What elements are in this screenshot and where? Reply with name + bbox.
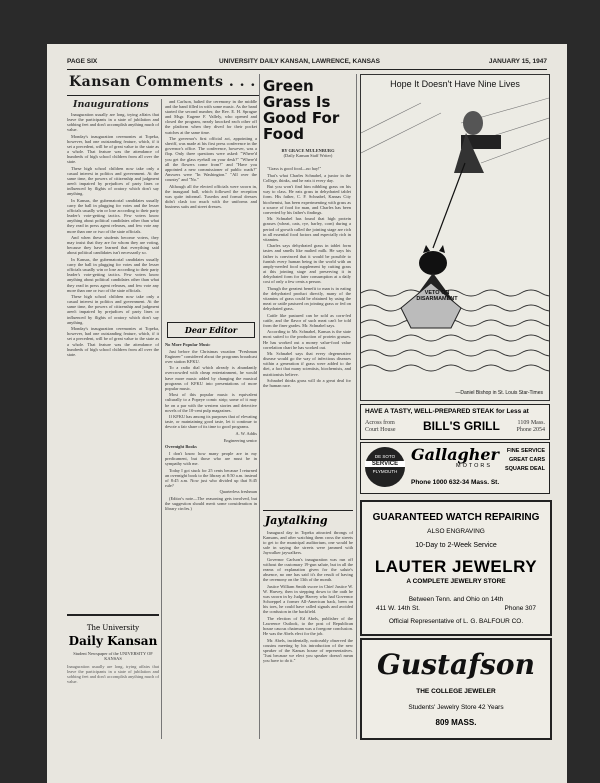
paragraph: Cattle like pastured can be sold as corn-fed cattle, and the flavor of such meat can't be told from the finer grades. Mr. Schnabel says. — [263, 312, 351, 328]
paragraph: Charles says dehydrated grass in tablet form tastes and smells like malted milk. He says his father is convinced that it would be possible to furnish every human being in the world with an amply-needed food supplement by cutting grass at this jointing stage and preserving it in dehydrated form for later consumption at a daily cost of only a few cents a person. — [263, 243, 351, 284]
newspaper-page — [47, 44, 567, 783]
column-divider — [161, 99, 162, 739]
cartoon-drawing — [361, 93, 549, 393]
paragraph: In Kansas, the gubernatorial candidates usually carry the ball in plugging for votes and the lesser officials usually win or lose according to their party leader's vote-getting tactics. Few voters know anything about political candidates other than what they read in press agent releases, and few vote any more than one or two of the state officials. — [67, 198, 159, 234]
masthead-sub: Student Newspaper of the UNIVERSITY OF KANSAS — [73, 651, 153, 662]
ad-bills-left — [365, 420, 396, 434]
paragraph: These high school children now take only a casual interest in politics and government. At the same time, the powers of citizenship and judgment aren't impaired by prejudices of party lines or influenced by flights of oratory which don't say anything. — [67, 165, 159, 197]
paragraph: The governor's first official act, appointing a sheriff, was made at his first press conference in the governor's office. The conference, however, was a flop. Only three questions were asked: "Where'd you get the glass eyeball on your desk?" "Where'd all the flowers come from?" and "Have you appointed a new commissioner of public roads?" Answers were "In Washington." "All over the country" and "No." — [165, 136, 257, 182]
masthead-line2: Daily Kansan — [68, 634, 158, 648]
paragraph: In Kansas, the gubernatorial candidates usually carry the ball in plugging for votes and the lesser officials usually win or lose according to their party leader's vote-getting tactics. Few voters know anything about political candidates other than what they read in press agent releases, and few vote any more than one or two of the state officials. — [67, 257, 159, 293]
ad-bills-right — [517, 420, 546, 434]
paragraph: Mr. Schnabel says that every degenerative disease would go the way of infectious diseases within a generation if grass were added to the diet, a fact that many scientists, biochemists, and nutritionists believe. — [263, 351, 351, 377]
masthead-line1: The University — [86, 624, 140, 632]
editorial-cartoon — [360, 74, 550, 401]
paragraph: The election of Ed Abels, publisher of the Lawrence Outlook, to the post of Republican house caucus chairman was a foregone conclusion. He was the Abels elect for the job. — [263, 616, 353, 637]
paragraph: These high school children now take only a casual interest in politics and government. At the same time, the powers of citizenship and judgment aren't impaired by prejudices of party lines or influenced by flights of oratory which don't say anything. — [67, 294, 159, 325]
lauter-phone: Phone 307 — [504, 605, 536, 612]
column-divider — [356, 74, 357, 739]
seal-bot: PLYMOUTH — [372, 469, 398, 474]
ad-gallagher-motors — [360, 442, 550, 494]
gallagher-right1: FINE SERVICE — [506, 448, 545, 454]
ad-gustafson — [360, 638, 552, 740]
paragraph: And when these students become voters, they may insist that they are for whom they are voting, because they have learned that everything said about political candidates isn't necessarily so. — [67, 235, 159, 256]
header-rule — [67, 69, 547, 70]
letter-subhead: No More Popular Music — [165, 342, 211, 347]
byline-sub: (Daily Kansan Staff Writer) — [283, 153, 333, 159]
seal-top: DE SOTO — [374, 454, 396, 459]
paragraph: and Carlson, halted the ceremony in the middle and the band filled in with some music. As the band started the second number, the Rev. E. H. Sprague and Msgr. Eugene F. Vallely, who opened and closed the program, nearly knocked each other off the platform when they dived for their pocket watches at the same time. — [165, 99, 257, 135]
gustafson-name: Gustafson — [377, 648, 535, 681]
desoto-seal-icon — [365, 447, 405, 487]
paragraph: If KFKU has among its purposes that of elevating taste, or maintaining good taste, let it continue to devote a fair share of its time to good programs. — [165, 414, 257, 430]
gallagher-right2: GREAT CARS — [509, 457, 545, 463]
ad-bills-grill — [360, 404, 550, 440]
letter-subhead: Overnight Books — [165, 444, 197, 450]
paragraph: Schnabel thinks grass will do a great deal for the human race. — [263, 378, 351, 389]
inaugurations-body — [67, 112, 159, 357]
green-grass-headline: Green Grass Is Good For Food — [263, 77, 340, 143]
paragraph: Mr. Abels, incidentally, noticeably observed the cousins meeting by his introduction of the new speaker of the Kansas house of representatives. "Just because we elect you speaker doesn't mean you have to do it." — [263, 637, 353, 664]
page-header — [67, 58, 547, 68]
ad-bills-right1: 1109 Mass. — [517, 420, 545, 426]
figure-head — [463, 111, 483, 135]
dear-editor-box — [167, 322, 255, 338]
paragraph: I don't know how many people are in my predicament, but those who are must be in sympathy with me. — [165, 450, 257, 466]
ad-bills-left2: Court House — [365, 427, 396, 433]
green-grass-text — [263, 166, 351, 388]
column-title-rule — [67, 95, 260, 96]
ad-bills-right2: Phone 2054 — [516, 427, 545, 433]
editor-note: (Editor's note—The reasoning gets involved, but the suggestion should merit some consideration in library circles.) — [165, 496, 257, 512]
paragraph: Although all the elected officials were sworn in, the inaugural ball, which followed the reception was quite informal. Tuxedos and formal dresses didn't clash too much with the uniforms and business suits and street dresses. — [165, 183, 257, 209]
issue-date: JANUARY 15, 1947 — [488, 58, 547, 65]
column-title: Kansan Comments . . . — [69, 74, 256, 90]
middle-article — [165, 99, 257, 210]
green-grass-body — [263, 166, 351, 506]
cartoon-credit: —Daniel Bishop in St. Louis Star-Times — [455, 390, 543, 396]
sky-hatching — [361, 98, 549, 163]
paragraph: Though the greatest benefit to man is in eating the dehydrated product directly, many of the vitamins of grass could be obtained by using the meat or cattle pastured on jointing grass or fed on dehydrated grass. — [263, 285, 351, 311]
lauter-line1: GUARANTEED WATCH REPAIRING — [372, 512, 540, 523]
paragraph: Inauguration usually are long, trying affairs that leave the participants in a state of jubilation and sobbing feet and don't accomplish anything much of value. — [67, 112, 159, 133]
gustafson-tag: Students' Jewelry Store 42 Years — [408, 704, 504, 711]
paragraph: Mr. Schnabel has found that high protein grasses (wheat, oats, rye, barley, corn) during a period of growth called the jointing stage are rich in all essential food factors and especially rich in vitamins. — [263, 216, 351, 242]
middle-body — [165, 99, 257, 209]
lauter-line2: ALSO ENGRAVING — [427, 528, 485, 535]
gallagher-motors-word: MOTORS — [456, 463, 493, 469]
page-label: PAGE SIX — [67, 58, 98, 65]
lauter-name: LAUTER JEWELRY — [374, 557, 538, 576]
paragraph: According to Mr. Schnabel, Kansas is the state most suited to the production of protein grasses. He has worked out a money value-food value correlation chart he has worked out. — [263, 329, 351, 350]
lauter-tag: A COMPLETE JEWELRY STORE — [406, 578, 506, 585]
inaugurations-article — [67, 99, 159, 358]
gallagher-right3: SQUARE DEAL — [504, 466, 545, 472]
letter-signature-sub: Engineering senior — [223, 437, 257, 443]
ad-lauter-jewelry — [360, 500, 552, 636]
paragraph: Just before the Christmas vacation "Freshman Engineer" considered about the programs broadcast over station KFKU. — [165, 348, 257, 364]
letter-signature: A. W. Addis — [235, 431, 257, 436]
paper-title: UNIVERSITY DAILY KANSAN, LAWRENCE, KANSAS — [219, 58, 380, 65]
paragraph: To a radio dial which already is abundantly overcrowded with cheap entertainment, he would have more music added by changing the musical programs of KFKU into presentations of more popular music. — [165, 365, 257, 391]
water-waves — [361, 290, 549, 371]
dear-editor-label: Dear Editor — [184, 325, 238, 335]
gustafson-addr: 809 MASS. — [435, 718, 477, 727]
paragraph: Monday's inauguration ceremonies at Topeka, however, had one outstanding feature, which, if it set a precedent, will be of great value to the state as a whole. That feature was the attendance of hundreds of high school children from all over the state. — [67, 326, 159, 357]
gustafson-sub: THE COLLEGE JEWELER — [416, 688, 496, 695]
masthead-staff: Inauguration usually are long, trying affairs that leave the participants in a state of jubilation and sobbing feet and don't accomplish anything much of value. — [67, 664, 159, 685]
column-divider — [259, 74, 260, 739]
dear-editor-letters — [165, 342, 257, 752]
jaytalking-heading: Jaytalking — [265, 514, 328, 527]
jaytalking-body — [263, 530, 353, 745]
gallagher-phone: Phone 1000 632-34 Mass. St. — [411, 479, 500, 486]
byline: BY GRACE MULENBURG — [281, 148, 335, 153]
cartoon-sign-text: VETO ON DISARMAMENT — [416, 290, 458, 302]
lauter-addr: 411 W. 14th St. — [376, 605, 420, 612]
paragraph: Most of this popular music is equivalent culturally to a Popeye comic strip; some of it may be on a par with the western stories and detective novels of the 10-cent pulp magazines. — [165, 392, 257, 413]
paragraph: "Grass is good food—no hay!" — [267, 166, 322, 171]
lauter-line3: 10-Day to 2-Week Service — [415, 542, 497, 549]
paragraph: Monday's inauguration ceremonies at Topeka, however, had one outstanding feature, which, if it set a precedent, will be of great value to the state as a whole. That feature was the attendance of hundreds of high school children from all over the state. — [67, 133, 159, 165]
lauter-official: Official Representative of L. G. BALFOUR CO. — [388, 618, 524, 625]
seal-mid: SERVICE — [365, 461, 405, 467]
cartoon-title: Hope It Doesn't Have Nine Lives — [390, 79, 520, 89]
ad-bills-left1: Across from — [365, 420, 395, 426]
lauter-between: Between Tenn. and Ohio on 14th — [408, 596, 504, 603]
jaytalking-article — [263, 510, 353, 745]
paragraph: That's what Charles Schnabel, a junior in the College, thinks, and he eats it every day. — [263, 172, 351, 183]
green-grass-byline-block — [263, 148, 353, 158]
masthead-box — [67, 614, 159, 736]
paragraph: Governor Carlson's inauguration was run off without the customary 19-gun salute, but in all the reams of explanation given for the salute's absence, no one has said it's the result of having the ceremony on the 13th of the month. — [263, 556, 353, 583]
ad-bills-name: BILL'S GRILL — [423, 419, 500, 433]
letters-body — [165, 342, 257, 511]
paragraph: Inaugural day in Topeka attracted throngs of Kansans, and after watching them cross the streets to get to the municipal auditorium, one would be safe in saying the streets were jammed with Jaywalker jaywalkers. — [263, 530, 353, 556]
paragraph: Justice William Smith swore in Chief Justice W. W. Harvey, then in stepping down to the oath he was sworn in by Judge Harvey who had Governor Schoeppel a former All-American back, been on his toes, he could have called signals and avoided the confusion in the backfield. — [263, 583, 353, 615]
inaugurations-heading: Inaugurations — [73, 99, 149, 110]
paragraph: Today I got stuck for 25 cents because I returned an overnight book to the library at 8:50 a.m. instead of 8:45 a.m. Now just who divided up that 8:45 rule? — [165, 467, 257, 488]
gallagher-name: Gallagher — [411, 445, 499, 464]
rope — [433, 163, 465, 248]
paragraph: But you won't find him nibbling grass on his way to class. He eats grass in dehydrated tablet form. His father, C. F. Schnabel, Kansas City biochemist, has been experimenting with grass as a source of food for man, and Charles has been converted by his father's findings. — [263, 184, 351, 215]
ad-bills-tagline: HAVE A TASTY, WELL-PREPARED STEAK for Less at — [365, 408, 529, 415]
letter-signature: Quarterless freshman — [219, 489, 257, 495]
gallagher-right — [505, 447, 545, 474]
